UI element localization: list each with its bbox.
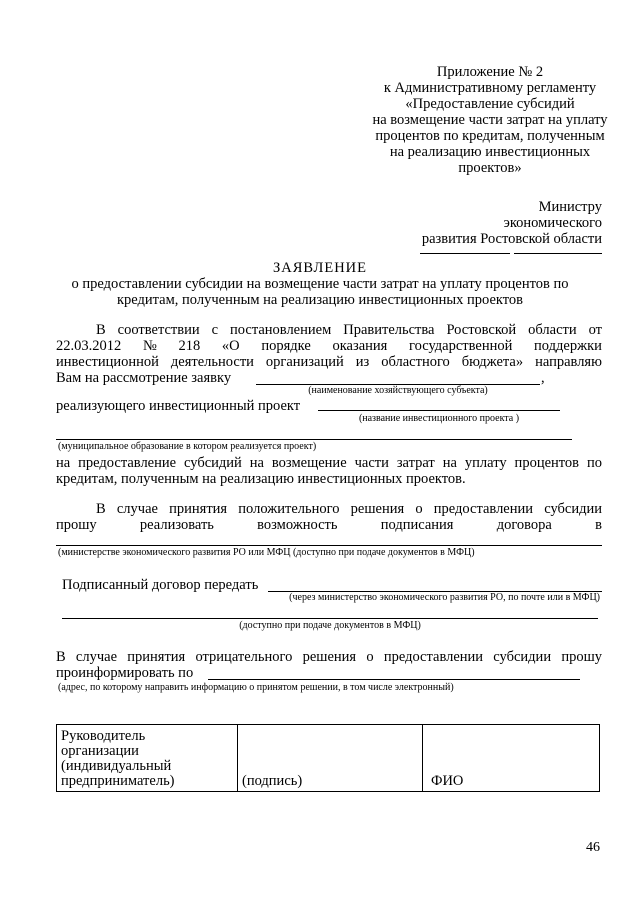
word: в bbox=[595, 517, 602, 533]
entity-name-hint: (наименование хозяйствующего субъекта) bbox=[308, 385, 488, 396]
word: № bbox=[142, 338, 157, 354]
appendix-line: к Административному регламенту bbox=[383, 80, 597, 96]
para1-line4-comma: , bbox=[541, 370, 545, 386]
word: областного bbox=[381, 354, 450, 370]
para1-line1-text: В соответствии с постановлением Правительства Ростовской области от bbox=[96, 322, 602, 338]
addressee-blank-2[interactable] bbox=[514, 253, 602, 254]
municipality-field[interactable] bbox=[56, 439, 572, 440]
para2-line1-text: В случае принятия положительного решения о предоставлении субсидии bbox=[96, 501, 602, 517]
para3-line2-text: проинформировать по bbox=[56, 665, 194, 681]
para1-line6 bbox=[56, 455, 602, 471]
contract-transfer-field-2[interactable] bbox=[62, 618, 598, 619]
appendix-line: проектов» bbox=[458, 160, 522, 176]
para1-line1 bbox=[96, 322, 602, 338]
word: деятельности bbox=[170, 354, 254, 370]
addressee-line: Министру bbox=[538, 199, 602, 215]
para2-line3-text: Подписанный договор передать bbox=[62, 577, 259, 593]
word: реализовать bbox=[139, 517, 214, 533]
word: из bbox=[355, 354, 370, 370]
project-name-field[interactable] bbox=[318, 410, 560, 411]
word: поддержки bbox=[534, 338, 602, 354]
signature-head-line: (индивидуальный bbox=[61, 758, 172, 774]
para3-line1 bbox=[56, 649, 602, 665]
contract-place-field[interactable] bbox=[56, 545, 602, 546]
appendix-line: на реализацию инвестиционных bbox=[389, 144, 591, 160]
addressee-blank-1[interactable] bbox=[420, 253, 510, 254]
page-number: 46 bbox=[586, 840, 600, 855]
signature-head-line: предприниматель) bbox=[61, 773, 175, 789]
signature-table bbox=[56, 724, 600, 792]
contract-place-hint: (министерстве экономического развития РО или МФЦ (доступно при подаче документов в МФЦ) bbox=[58, 547, 475, 558]
appendix-line: на возмещение части затрат на уплату bbox=[372, 112, 608, 128]
para1-line3 bbox=[56, 354, 602, 370]
addressee-line: развития Ростовской области bbox=[421, 231, 602, 247]
word: организаций bbox=[265, 354, 344, 370]
signature-label: (подпись) bbox=[242, 773, 303, 789]
para1-line5-text: реализующего инвестиционный проект bbox=[56, 398, 301, 414]
inform-address-hint: (адрес, по которому направить информацию о принятом решении, в том числе электронный) bbox=[58, 682, 454, 693]
signature-cell[interactable] bbox=[238, 725, 423, 792]
project-name-hint: (название инвестиционного проекта ) bbox=[358, 413, 520, 424]
word: 22.03.2012 bbox=[56, 338, 122, 354]
signature-head-cell bbox=[57, 725, 238, 792]
appendix-line: Приложение № 2 bbox=[436, 64, 544, 80]
contract-mfc-hint: (доступно при подаче документов в МФЦ) bbox=[239, 620, 421, 631]
word: прошу bbox=[56, 517, 97, 533]
para1-line4-text: Вам на рассмотрение заявку bbox=[56, 370, 232, 386]
word: оказания bbox=[332, 338, 388, 354]
document-title: ЗАЯВЛЕНИЕ bbox=[272, 260, 368, 276]
word: государственной bbox=[409, 338, 513, 354]
contract-transfer-hint: (через министерство экономического развития РО, по почте или в МФЦ) bbox=[289, 592, 600, 603]
para1-line7: кредитам, полученным на реализацию инвестиционных проектов. bbox=[56, 471, 466, 487]
word: бюджета» bbox=[461, 354, 524, 370]
word: возможность bbox=[257, 517, 338, 533]
word: порядке bbox=[261, 338, 311, 354]
inform-address-field[interactable] bbox=[208, 679, 580, 680]
full-name-label: ФИО bbox=[431, 773, 464, 789]
subtitle-line: кредитам, полученным на реализацию инвестиционных проектов bbox=[116, 292, 523, 308]
appendix-line: процентов по кредитам, полученным bbox=[375, 128, 605, 144]
word: инвестиционной bbox=[56, 354, 159, 370]
para1-line2 bbox=[56, 338, 602, 354]
signature-head-line: Руководитель bbox=[61, 728, 146, 744]
signature-head-line: организации bbox=[61, 743, 139, 759]
municipality-hint: (муниципальное образование в котором реализуется проект) bbox=[58, 441, 317, 452]
para2-line2 bbox=[56, 517, 602, 533]
para3-line1-text: В случае принятия отрицательного решения о предоставлении субсидии прошу bbox=[56, 649, 602, 665]
addressee-line: экономического bbox=[503, 215, 602, 231]
full-name-cell[interactable] bbox=[423, 725, 600, 792]
word: направляю bbox=[535, 354, 602, 370]
para2-line1 bbox=[96, 501, 602, 517]
subtitle-line: о предоставлении субсидии на возмещение части затрат на уплату процентов по bbox=[71, 276, 569, 292]
word: «О bbox=[221, 338, 240, 354]
appendix-line: «Предоставление субсидий bbox=[405, 96, 575, 112]
word: подписания bbox=[380, 517, 454, 533]
word: 218 bbox=[178, 338, 201, 354]
word: договора bbox=[496, 517, 552, 533]
para1-line6-text: на предоставление субсидий на возмещение части затрат на уплату процентов по bbox=[56, 455, 602, 471]
